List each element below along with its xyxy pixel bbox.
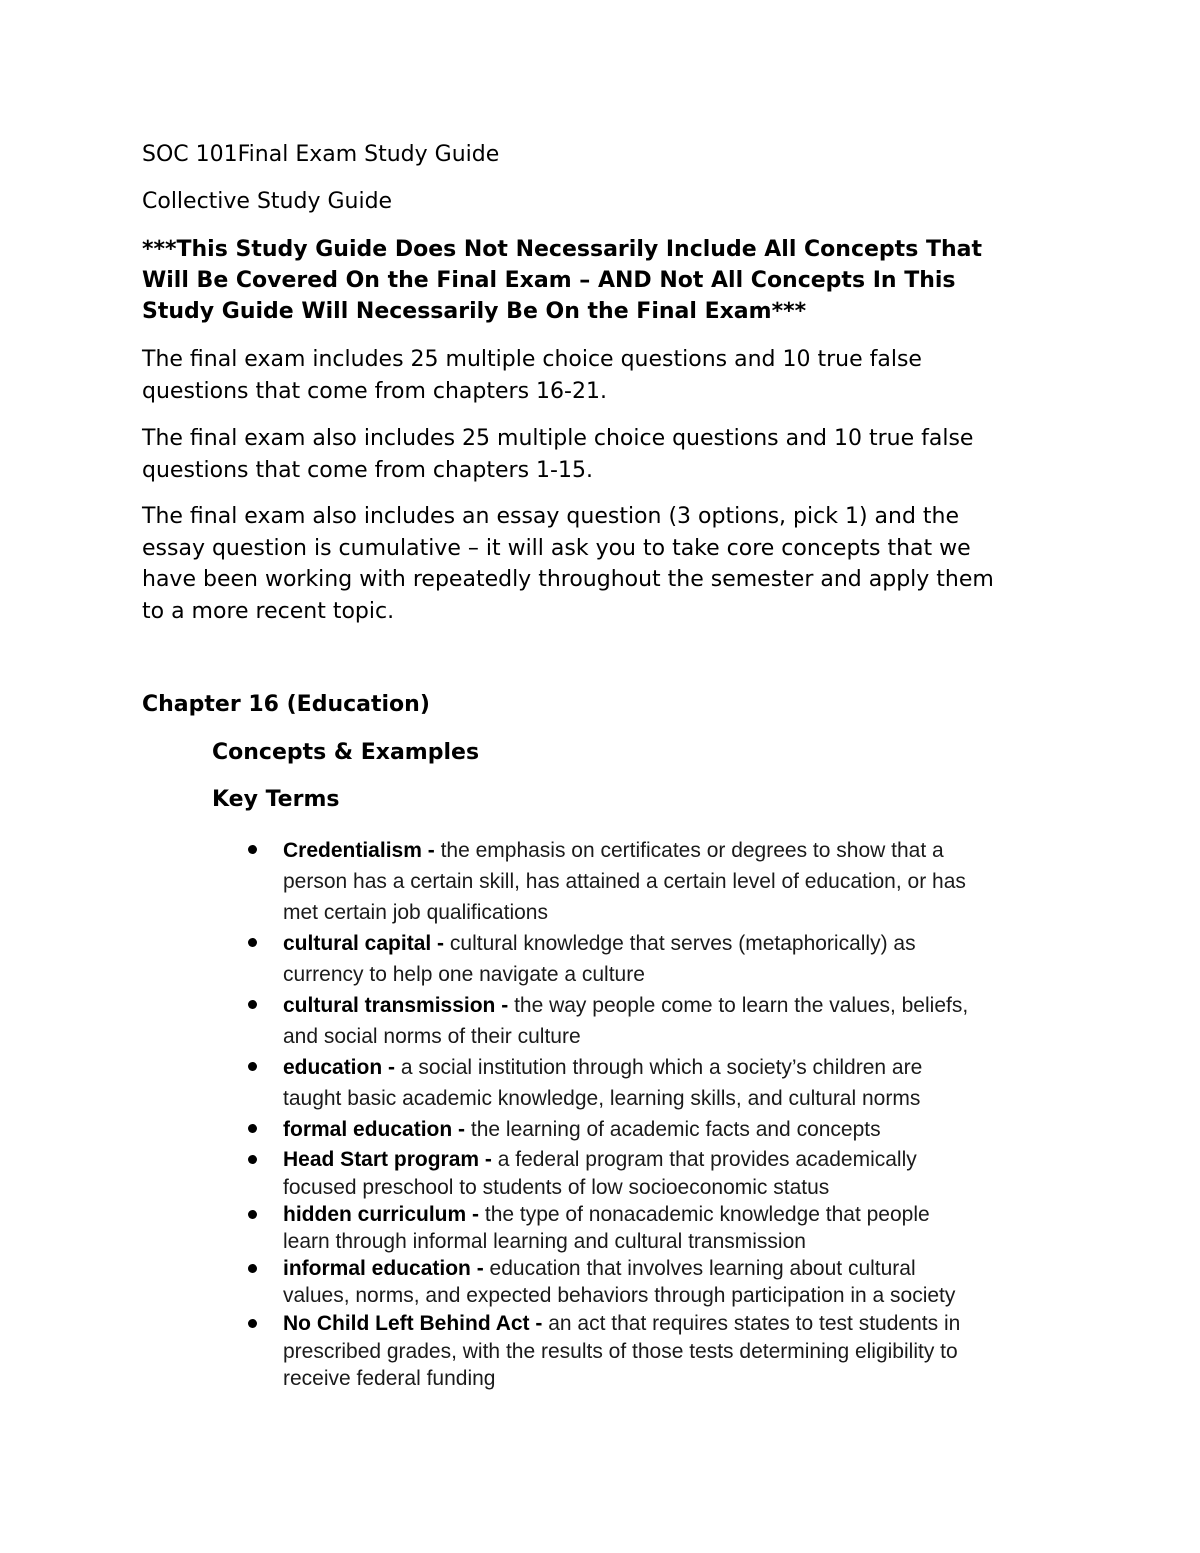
paragraph-line: The final exam also includes 25 multiple choice questions and 10 true false (142, 426, 974, 451)
chapter-heading: Chapter 16 (Education) (142, 692, 430, 717)
paragraph-line: questions that come from chapters 1-15. (142, 457, 593, 483)
term-name: No Child Left Behind Act (283, 1312, 530, 1335)
disclaimer-line: Study Guide Will Necessarily Be On the Final Exam*** (142, 299, 807, 324)
list-item (283, 1052, 1073, 1114)
term-first-line (283, 835, 1073, 866)
term-definition: an act that requires states to test students in (548, 1312, 961, 1335)
term-separator: - (431, 932, 450, 955)
bullet-icon (248, 938, 257, 947)
bullet-icon (248, 1062, 257, 1071)
disclaimer-line: ***This Study Guide Does Not Necessarily Include All Concepts That (142, 237, 982, 262)
term-definition: and social norms of their culture (283, 1025, 581, 1048)
term-separator: - (479, 1148, 498, 1171)
bullet-icon (248, 1319, 257, 1328)
term-first-line (283, 1146, 1073, 1174)
term-separator: - (421, 839, 441, 862)
bullet-icon (248, 1155, 257, 1164)
term-first-line (283, 1310, 1073, 1338)
list-item (283, 1255, 1073, 1309)
term-definition: the learning of academic facts and concepts (470, 1118, 881, 1141)
paragraph-line: The final exam includes 25 multiple choice questions and 10 true false (142, 347, 922, 372)
list-item (283, 928, 1073, 990)
term-name: informal education (283, 1257, 471, 1280)
bullet-icon (248, 1000, 257, 1009)
term-first-line (283, 1255, 1073, 1282)
term-separator: - (452, 1118, 471, 1141)
term-definition: person has a certain skill, has attained a certain level of education, or has (283, 870, 966, 893)
document-title: SOC 101Final Exam Study Guide (142, 142, 500, 167)
term-separator: - (529, 1312, 549, 1335)
term-definition: met certain job qualifications (283, 901, 548, 924)
term-definition: the emphasis on certificates or degrees to show that a (440, 839, 944, 862)
term-definition: focused preschool to students of low socioeconomic status (283, 1176, 830, 1199)
document-subtitle: Collective Study Guide (142, 189, 393, 214)
bullet-icon (248, 1124, 257, 1133)
term-separator: - (382, 1056, 401, 1079)
term-name: Credentialism (283, 839, 422, 862)
paragraph-line: The final exam also includes an essay question (3 options, pick 1) and the (142, 504, 960, 529)
term-definition: learn through informal learning and cultural transmission (283, 1230, 806, 1253)
term-name: cultural capital (283, 932, 432, 955)
term-definition: receive federal funding (283, 1367, 496, 1390)
list-item (283, 1201, 1073, 1255)
list-item (283, 835, 1073, 928)
term-definition: cultural knowledge that serves (metaphorically) as (449, 932, 916, 955)
paragraph-line: questions that come from chapters 16-21. (142, 378, 607, 404)
term-definition: prescribed grades, with the results of those tests determining eligibility to (283, 1339, 958, 1363)
term-definition: the type of nonacademic knowledge that people (484, 1203, 930, 1226)
paragraph-line: to a more recent topic. (142, 598, 395, 624)
term-definition: a federal program that provides academically (497, 1148, 917, 1171)
term-definition: education that involves learning about cultural (489, 1257, 916, 1280)
term-separator: - (470, 1257, 490, 1280)
list-item (283, 1114, 1073, 1145)
bullet-icon (248, 845, 257, 854)
paragraph-line: essay question is cumulative – it will ask you to take core concepts that we (142, 535, 971, 561)
term-definition: taught basic academic knowledge, learning skills, and cultural norms (283, 1087, 921, 1110)
term-first-line (283, 928, 1073, 959)
term-definition: a social institution through which a society’s children are (400, 1056, 923, 1079)
term-first-line (283, 1201, 1073, 1228)
bullet-icon (248, 1210, 257, 1219)
term-first-line (283, 1052, 1073, 1083)
term-first-line (283, 990, 1073, 1021)
subsection-heading: Key Terms (212, 787, 340, 812)
term-separator: - (495, 994, 515, 1017)
paragraph-line: have been working with repeatedly throughout the semester and apply them (142, 567, 994, 592)
term-name: cultural transmission (283, 994, 496, 1017)
term-definition: the way people come to learn the values, beliefs, (514, 994, 969, 1017)
term-definition: currency to help one navigate a culture (283, 963, 645, 986)
list-item (283, 990, 1073, 1052)
term-name: Head Start program (283, 1148, 480, 1171)
disclaimer-line: Will Be Covered On the Final Exam – AND Not All Concepts In This (142, 268, 956, 293)
section-heading: Concepts & Examples (212, 740, 480, 765)
term-definition: values, norms, and expected behaviors through participation in a society (283, 1284, 956, 1307)
term-first-line (283, 1114, 1073, 1145)
term-name: formal education (283, 1118, 453, 1141)
term-name: hidden curriculum (283, 1203, 467, 1226)
list-item (283, 1310, 1073, 1393)
bullet-icon (248, 1264, 257, 1273)
term-separator: - (466, 1203, 485, 1226)
term-name: education (283, 1056, 383, 1079)
list-item (283, 1146, 1073, 1202)
